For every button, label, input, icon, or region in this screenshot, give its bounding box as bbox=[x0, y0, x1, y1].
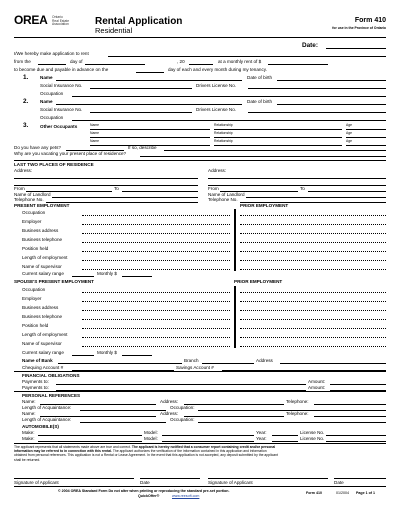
employment-field-label: Name of supervisor bbox=[22, 264, 62, 269]
auto-2-make-field[interactable] bbox=[38, 441, 142, 442]
occupant-1-age-field[interactable] bbox=[346, 129, 386, 130]
footer-url-link[interactable]: www.reesoft.com bbox=[172, 494, 200, 498]
ref-1-address-field[interactable] bbox=[184, 404, 284, 405]
payment-2-label: Payments to: bbox=[22, 385, 49, 390]
occupant-1-rel-label: Relationship bbox=[214, 123, 233, 127]
spouse-employment-present-field[interactable] bbox=[82, 328, 230, 329]
ref-2-occupation-label: Occupation: bbox=[170, 417, 195, 422]
spouse-employment-prior-field[interactable] bbox=[240, 328, 386, 329]
spouse-employment-field-label: Length of employment bbox=[22, 332, 68, 337]
spouse-employment-present-field[interactable] bbox=[82, 310, 230, 311]
spouse-employment-field-label: Business telephone bbox=[22, 314, 63, 319]
payment-1-field[interactable] bbox=[56, 384, 306, 385]
financial-top-rule bbox=[14, 371, 386, 372]
signature-1-date-field[interactable] bbox=[140, 478, 200, 479]
spouse-salary-field[interactable] bbox=[72, 355, 94, 356]
employment-field-label: Business telephone bbox=[22, 237, 63, 242]
spouse-employment-field-label: Position held bbox=[22, 323, 49, 328]
signature-2-date-field[interactable] bbox=[334, 478, 386, 479]
employment-prior-field[interactable] bbox=[240, 242, 386, 243]
employment-present-field[interactable] bbox=[82, 269, 230, 270]
signature-1-field[interactable] bbox=[14, 478, 134, 479]
residence-1-to-label: To bbox=[114, 186, 119, 191]
ref-1-occupation-label: Occupation: bbox=[170, 405, 195, 410]
employment-field-label: Position held bbox=[22, 246, 49, 251]
auto-2-license-field[interactable] bbox=[326, 441, 386, 442]
residence-1-landlord-label: Name of Landlord bbox=[14, 192, 51, 197]
occupants-label: Other Occupants bbox=[40, 124, 78, 129]
payment-1-label: Payments to: bbox=[22, 379, 49, 384]
logo-subtext: Ontario Real Estate Association bbox=[52, 15, 70, 27]
prior-employment-heading: PRIOR EMPLOYMENT bbox=[240, 203, 289, 208]
residence-2-to-label: To bbox=[300, 186, 305, 191]
signature-1-date-label: Date bbox=[140, 480, 150, 485]
signature-2-label: Signature of Applicant bbox=[208, 480, 253, 485]
applicant-1-occ-label: Occupation bbox=[40, 91, 64, 96]
residence-1-landlord-field[interactable] bbox=[52, 197, 198, 198]
spouse-employment-prior-field[interactable] bbox=[240, 301, 386, 302]
from-year-field[interactable] bbox=[189, 64, 213, 65]
ref-2-length-label: Length of Acquaintance: bbox=[22, 417, 72, 422]
header-rule bbox=[14, 37, 386, 38]
occupant-2-rel-field[interactable] bbox=[214, 137, 342, 138]
amount-2-label: Amount: bbox=[308, 385, 326, 390]
orea-logo bbox=[14, 14, 50, 28]
bank-address-label: Address bbox=[256, 358, 273, 363]
occupant-2-name-label: Name bbox=[90, 131, 100, 135]
employment-prior-field[interactable] bbox=[240, 251, 386, 252]
ref-2-telephone-label: Telephone: bbox=[286, 411, 309, 416]
spouse-employment-prior-field[interactable] bbox=[240, 310, 386, 311]
occupant-3-age-field[interactable] bbox=[346, 145, 386, 146]
spouse-employment-field-label: Occupation bbox=[22, 287, 46, 292]
applicant-2-dl-field[interactable] bbox=[248, 112, 386, 113]
auto-2-model-label: Model: bbox=[144, 436, 158, 441]
occupant-3-age-label: Age bbox=[346, 139, 353, 143]
financial-heading: FINANCIAL OBLIGATIONS bbox=[22, 373, 80, 378]
amount-1-field[interactable] bbox=[330, 384, 386, 385]
footer-page: Page 1 of 1 bbox=[356, 491, 375, 495]
bank-name-field[interactable] bbox=[58, 363, 182, 364]
occupant-1-name-field[interactable] bbox=[90, 129, 210, 130]
spouse-employment-prior-field[interactable] bbox=[240, 319, 386, 320]
residence-2-to-field[interactable] bbox=[308, 191, 386, 192]
residence-1-from-label: From bbox=[14, 186, 25, 191]
vacating-reason-field[interactable] bbox=[140, 156, 386, 157]
intro-line1: I/We hereby make application to rent bbox=[14, 51, 89, 56]
pets-describe-field[interactable] bbox=[164, 150, 386, 151]
spouse-employment-present-field[interactable] bbox=[82, 337, 230, 338]
ref-2-telephone-field[interactable] bbox=[314, 416, 386, 417]
spouse-employment-prior-field[interactable] bbox=[240, 292, 386, 293]
from-month-field[interactable] bbox=[85, 64, 145, 65]
spouse-monthly-label: Monthly $ bbox=[97, 350, 117, 355]
occupant-2-name-field[interactable] bbox=[90, 137, 210, 138]
auto-1-make-label: Make: bbox=[22, 430, 35, 435]
employment-field-label: Employer bbox=[22, 219, 42, 224]
applicant-1-occ-field[interactable] bbox=[72, 96, 386, 97]
spouse-employment-prior-field[interactable] bbox=[240, 346, 386, 347]
residence-1-address-field-2[interactable] bbox=[14, 185, 198, 186]
spouse-employment-field-label: Employer bbox=[22, 296, 42, 301]
applicant-2-number: 2. bbox=[23, 98, 29, 105]
pets-describe-label: If so, describe bbox=[128, 145, 157, 150]
references-heading: PERSONAL REFERENCES bbox=[22, 393, 81, 398]
applicant-1-name-field[interactable] bbox=[56, 80, 242, 81]
residence-heading: LAST TWO PLACES OF RESIDENCE bbox=[14, 162, 94, 167]
signature-2-field[interactable] bbox=[208, 478, 328, 479]
applicant-1-sin-label: Social Insurance No. bbox=[40, 83, 83, 88]
spouse-employment-field-label: Business address bbox=[22, 305, 59, 310]
references-top-rule bbox=[14, 391, 386, 392]
applicant-1-dl-field[interactable] bbox=[248, 88, 386, 89]
employment-divider bbox=[234, 209, 236, 271]
occupant-1-rel-field[interactable] bbox=[214, 129, 342, 130]
bank-name-label: Name of Bank bbox=[22, 358, 53, 363]
residence-2-landlord-label: Name of Landlord bbox=[208, 192, 245, 197]
signature-1-label: Signature of Applicant bbox=[14, 480, 59, 485]
employment-present-field[interactable] bbox=[82, 251, 230, 252]
applicant-1-name-label: Name bbox=[40, 75, 53, 80]
auto-2-license-label: License No. bbox=[300, 436, 325, 441]
spouse-employment-present-field[interactable] bbox=[82, 346, 230, 347]
auto-1-license-field[interactable] bbox=[326, 435, 386, 436]
occupant-2-rel-label: Relationship bbox=[214, 131, 233, 135]
applicant-2-name-label: Name bbox=[40, 99, 53, 104]
auto-1-model-field[interactable] bbox=[162, 435, 254, 436]
intro-year: , 20 bbox=[177, 59, 185, 64]
residence-2-phone-label: Telephone No. bbox=[208, 197, 238, 202]
property-address-field[interactable] bbox=[108, 56, 386, 57]
occupant-1-age-label: Age bbox=[346, 123, 353, 127]
applicant-2-sin-label: Social Insurance No. bbox=[40, 107, 83, 112]
employment-present-field[interactable] bbox=[82, 260, 230, 261]
applicant-1-dob-field[interactable] bbox=[277, 80, 386, 81]
pets-question: Do you have any pets? bbox=[14, 145, 61, 150]
bank-address-field[interactable] bbox=[280, 363, 386, 364]
intro-line3b: day of each and every month during my tenancy. bbox=[168, 67, 267, 72]
employment-present-field[interactable] bbox=[82, 242, 230, 243]
date-field[interactable] bbox=[326, 48, 386, 49]
ref-1-telephone-label: Telephone: bbox=[286, 399, 309, 404]
occupant-2-age-label: Age bbox=[346, 131, 353, 135]
auto-1-make-field[interactable] bbox=[38, 435, 142, 436]
present-monthly-label: Monthly $ bbox=[97, 271, 117, 276]
residence-2-landlord-field[interactable] bbox=[246, 197, 386, 198]
disclaimer-top-rule bbox=[14, 443, 386, 444]
residence-1-address-label: Address: bbox=[14, 168, 33, 173]
form-province-note: for use in the Province of Ontario bbox=[332, 26, 386, 30]
auto-1-year-field[interactable] bbox=[272, 435, 298, 436]
spouse-employment-field-label: Name of supervisor bbox=[22, 341, 62, 346]
employment-field-label: Length of employment bbox=[22, 255, 68, 260]
spouse-prior-employment-heading: PRIOR EMPLOYMENT bbox=[234, 279, 283, 284]
employment-field-label: Business address bbox=[22, 228, 59, 233]
present-salary-label: Current salary range bbox=[22, 271, 64, 276]
residence-2-address-field-1[interactable] bbox=[208, 178, 386, 179]
ref-2-address-label: Address: bbox=[160, 411, 179, 416]
applicant-1-dob-label: Date of birth bbox=[247, 75, 273, 80]
residence-1-phone-label: Telephone No. bbox=[14, 197, 44, 202]
employment-present-field[interactable] bbox=[82, 215, 230, 216]
auto-2-make-label: Make: bbox=[22, 436, 35, 441]
employment-prior-field[interactable] bbox=[240, 215, 386, 216]
employment-present-field[interactable] bbox=[82, 224, 230, 225]
footer-software: QuickOffer® bbox=[138, 494, 160, 498]
applicant-2-sin-field[interactable] bbox=[90, 112, 192, 113]
auto-2-year-label: Year: bbox=[256, 436, 267, 441]
employment-field-label: Occupation bbox=[22, 210, 46, 215]
logo-text: OREA bbox=[14, 13, 48, 27]
occupant-3-rel-label: Relationship bbox=[214, 139, 233, 143]
automobiles-heading: AUTOMOBILE(S) bbox=[22, 424, 59, 429]
occupant-1-name-label: Name bbox=[90, 123, 100, 127]
applicant-2-occ-label: Occupation bbox=[40, 115, 64, 120]
residence-2-address-label: Address: bbox=[208, 168, 227, 173]
residence-top-rule bbox=[14, 160, 386, 161]
employment-prior-field[interactable] bbox=[240, 233, 386, 234]
residence-1-address-field-1[interactable] bbox=[14, 178, 198, 179]
ref-1-name-label: Name: bbox=[22, 399, 36, 404]
auto-1-year-label: Year: bbox=[256, 430, 267, 435]
amount-1-label: Amount: bbox=[308, 379, 326, 384]
employment-prior-field[interactable] bbox=[240, 260, 386, 261]
signature-2-date-label: Date bbox=[334, 480, 344, 485]
ref-1-length-field[interactable] bbox=[80, 410, 166, 411]
footer-rule bbox=[14, 486, 386, 487]
ref-1-telephone-field[interactable] bbox=[314, 404, 386, 405]
ref-1-address-label: Address: bbox=[160, 399, 179, 404]
spouse-employment-divider bbox=[234, 286, 236, 348]
employment-present-field[interactable] bbox=[82, 233, 230, 234]
auto-2-year-field[interactable] bbox=[272, 441, 298, 442]
applicant-1-dl-label: Drivers License No. bbox=[196, 83, 237, 88]
occupant-3-name-label: Name bbox=[90, 139, 100, 143]
from-day-field[interactable] bbox=[38, 64, 66, 65]
ref-2-address-field[interactable] bbox=[184, 416, 284, 417]
intro-monthly-rent: at a monthly rent of $ bbox=[218, 59, 262, 64]
chequing-label: Chequing Account # bbox=[22, 365, 64, 370]
intro-line3a: to become due and payable in advance on the bbox=[14, 67, 109, 72]
bank-branch-field[interactable] bbox=[202, 363, 254, 364]
spouse-employment-prior-field[interactable] bbox=[240, 337, 386, 338]
employment-prior-field[interactable] bbox=[240, 224, 386, 225]
employment-prior-field[interactable] bbox=[240, 269, 386, 270]
intro-from: from the bbox=[14, 59, 31, 64]
occupant-2-age-field[interactable] bbox=[346, 137, 386, 138]
residence-2-address-field-2[interactable] bbox=[208, 185, 386, 186]
footer-copyright: © 2004 OREA Standard Form Do not alter when printing or reproducing the standard pre-set portion. bbox=[58, 489, 230, 493]
footer-form-date: 01/2004 bbox=[336, 491, 349, 495]
auto-1-license-label: License No. bbox=[300, 430, 325, 435]
applicant-2-name-field[interactable] bbox=[56, 104, 242, 105]
vacating-question: Why are you vacating your present place of residence? bbox=[14, 151, 127, 156]
present-salary-field[interactable] bbox=[72, 276, 94, 277]
applicant-1-number: 1. bbox=[23, 74, 29, 81]
occupants-number: 3. bbox=[23, 122, 29, 129]
auto-1-model-label: Model: bbox=[144, 430, 158, 435]
present-monthly-field[interactable] bbox=[122, 276, 152, 277]
ref-1-length-label: Length of Acquaintance: bbox=[22, 405, 72, 410]
form-number: Form 410 bbox=[354, 17, 386, 24]
auto-2-model-field[interactable] bbox=[162, 441, 254, 442]
applicant-2-dl-label: Drivers License No. bbox=[196, 107, 237, 112]
applicant-2-dob-label: Date of birth bbox=[247, 99, 273, 104]
monthly-rent-field[interactable] bbox=[268, 64, 328, 65]
spouse-employment-present-field[interactable] bbox=[82, 292, 230, 293]
applicant-2-dob-field[interactable] bbox=[277, 104, 386, 105]
spouse-monthly-field[interactable] bbox=[122, 355, 152, 356]
savings-label: Savings Account # bbox=[176, 365, 214, 370]
residence-1-to-field[interactable] bbox=[122, 191, 198, 192]
spouse-employment-heading: SPOUSE'S PRESENT EMPLOYMENT bbox=[14, 279, 94, 284]
present-employment-heading: PRESENT EMPLOYMENT bbox=[14, 203, 70, 208]
ref-2-length-field[interactable] bbox=[80, 422, 166, 423]
intro-day-of: day of bbox=[70, 59, 83, 64]
occupant-3-rel-field[interactable] bbox=[214, 145, 342, 146]
spouse-employment-present-field[interactable] bbox=[82, 319, 230, 320]
spouse-employment-present-field[interactable] bbox=[82, 301, 230, 302]
footer-form-number: Form 410 bbox=[306, 491, 322, 495]
date-label: Date: bbox=[302, 42, 318, 49]
spouse-salary-label: Current salary range bbox=[22, 350, 64, 355]
ref-2-occupation-field[interactable] bbox=[198, 422, 386, 423]
applicant-2-occ-field[interactable] bbox=[72, 120, 386, 121]
form-title: Rental Application bbox=[95, 16, 183, 27]
due-day-field[interactable] bbox=[136, 72, 164, 73]
residence-2-from-label: From bbox=[208, 186, 219, 191]
ref-2-name-label: Name: bbox=[22, 411, 36, 416]
form-subtitle: Residential bbox=[95, 26, 133, 35]
bank-branch-label: Branch bbox=[184, 358, 199, 363]
disclaimer-text: The applicant represents that all statements made above are true and correct. The applicant is hereby notified that a consumer report containing credit and/or personal information may be referred to in connection with this rental. The applicant authorizes the verification of the information contained in this application and information obtained from personal references. This application is not a Rental or Lease Agreement. In the event that this application is not accepted, any deposit submitted by the applicant shall be returned. bbox=[14, 445, 279, 462]
applicant-1-sin-field[interactable] bbox=[90, 88, 192, 89]
